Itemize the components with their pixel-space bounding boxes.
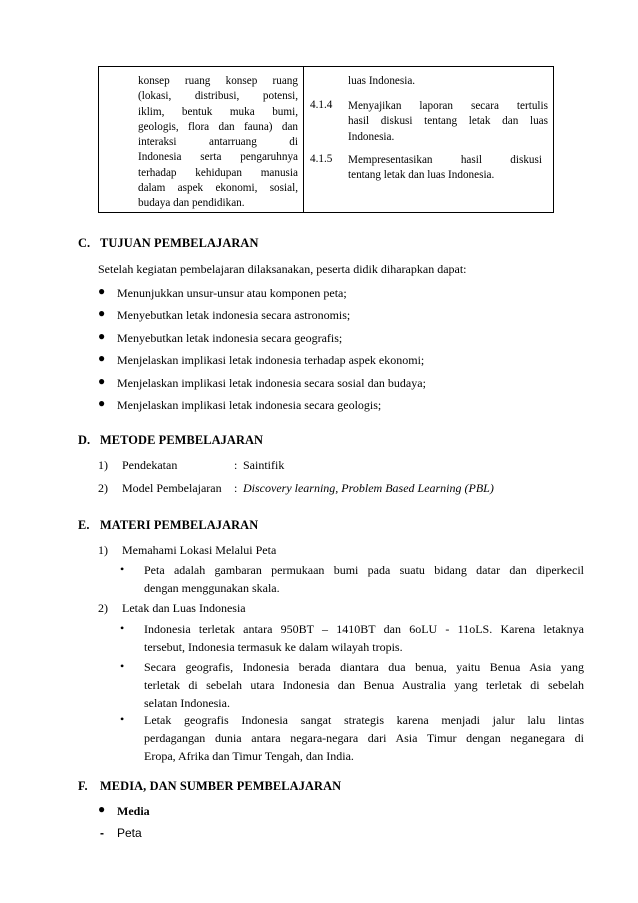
section-title: MEDIA, DAN SUMBER PEMBELAJARAN (100, 779, 342, 793)
paragraph-line: Peta adalah gambaran permukaan bumi pada suatu bidang datar dan diperkecil (144, 563, 584, 577)
objective-item: Menyebutkan letak indonesia secara astronomis; (117, 308, 351, 322)
paragraph-line: Eropa, Afrika dan Timur Tengah, dan India. (144, 749, 354, 763)
paragraph-line: tersebut, Indonesia termasuk ke dalam wilayah tropis. (144, 640, 403, 654)
dash-marker: - (100, 826, 104, 840)
media-label: Media (117, 804, 150, 818)
competency-line: Menyajikan laporan secara tertulis (348, 100, 548, 112)
bullet-dot: ● (98, 802, 106, 816)
material-number: 1) (98, 543, 108, 557)
section-d-heading (78, 433, 263, 448)
paragraph-line: Letak geografis Indonesia sangat strategis karena menjadi jalur lalu lintas (144, 713, 584, 727)
bullet-dot: ● (98, 329, 106, 343)
bullet-dot: • (120, 621, 125, 635)
table-left-line: budaya dan pendidikan. (138, 197, 245, 210)
competency-number: 4.1.4 (310, 99, 333, 111)
section-e-heading (78, 518, 258, 533)
bullet-dot: ● (98, 374, 106, 388)
section-c-intro: Setelah kegiatan pembelajaran dilaksanakan, peserta didik diharapkan dapat: (98, 262, 467, 276)
material-paragraph (144, 658, 584, 712)
section-c-heading (78, 236, 259, 251)
method-label: Model Pembelajaran (122, 481, 222, 495)
paragraph-line: terletak di sebelah utara Indonesia dan Benua Australia yang terletak di sebelah (144, 678, 584, 692)
material-label: Letak dan Luas Indonesia (122, 601, 246, 615)
table-column-divider (303, 66, 304, 213)
section-title: MATERI PEMBELAJARAN (100, 518, 259, 532)
bullet-dot: ● (98, 306, 106, 320)
material-label: Memahami Lokasi Melalui Peta (122, 543, 277, 557)
section-letter: D. (78, 433, 91, 447)
competency-line: tentang letak dan luas Indonesia. (348, 169, 495, 182)
competency-number: 4.1.5 (310, 153, 333, 165)
objective-item: Menjelaskan implikasi letak indonesia secara geologis; (117, 398, 382, 412)
paragraph-line: perdagangan dunia antara negara-negara dari Asia Timur dengan neganegara di (144, 731, 584, 745)
table-left-line: iklim, bentuk muka bumi, (138, 105, 298, 118)
bullet-dot: ● (98, 351, 106, 365)
section-letter: C. (78, 236, 91, 250)
competency-text (348, 99, 548, 145)
table-right-top: luas Indonesia. (348, 75, 416, 87)
bullet-dot: • (120, 712, 125, 726)
method-label: Pendekatan (122, 458, 178, 472)
paragraph-line: selatan Indonesia. (144, 696, 230, 710)
method-value: Saintifik (243, 458, 285, 472)
method-number: 1) (98, 458, 108, 472)
section-f-heading (78, 779, 341, 794)
objective-item: Menyebutkan letak indonesia secara geografis; (117, 331, 343, 345)
material-number: 2) (98, 601, 108, 615)
bullet-dot: ● (98, 284, 106, 298)
material-paragraph (144, 561, 584, 597)
objective-item: Menjelaskan implikasi letak indonesia terhadap aspek ekonomi; (117, 353, 425, 367)
competency-line: hasil diskusi tentang letak dan luas (348, 115, 548, 128)
material-paragraph (144, 711, 584, 765)
method-number: 2) (98, 481, 108, 495)
table-left-line: (lokasi, distribusi, potensi, (138, 90, 298, 103)
section-title: TUJUAN PEMBELAJARAN (100, 236, 259, 250)
method-separator: : (234, 481, 238, 495)
table-left-line: konsep ruang konsep ruang (138, 75, 298, 87)
objective-item: Menjelaskan implikasi letak indonesia secara sosial dan budaya; (117, 376, 426, 390)
paragraph-line: Secara geografis, Indonesia berada diantara dua benua, yaitu Benua Asia yang (144, 660, 584, 674)
paragraph-line: Indonesia terletak antara 950BT – 1410BT dan 6oLU - 11oLS. Karena letaknya (144, 622, 584, 636)
bullet-dot: • (120, 562, 125, 576)
bullet-dot: ● (98, 396, 106, 410)
competency-line: Mempresentasikan hasil diskusi (348, 154, 542, 166)
material-paragraph (144, 620, 584, 656)
competency-text (348, 153, 542, 184)
table-left-cell (138, 74, 298, 212)
competency-line: Indonesia. (348, 130, 395, 143)
paragraph-line: dengan menggunakan skala. (144, 581, 280, 595)
method-value: Discovery learning, Problem Based Learning (PBL) (243, 481, 494, 495)
table-left-line: geologis, flora dan fauna) dan (138, 120, 298, 133)
section-letter: F. (78, 779, 88, 793)
method-separator: : (234, 458, 238, 472)
media-item: Peta (117, 826, 142, 840)
section-letter: E. (78, 518, 90, 532)
table-left-line: Indonesia serta pengaruhnya (138, 151, 298, 164)
bullet-dot: • (120, 659, 125, 673)
objective-item: Menunjukkan unsur-unsur atau komponen peta; (117, 286, 347, 300)
table-left-line: interaksi antarruang di (138, 136, 298, 149)
table-left-line: dalam aspek ekonomi, sosial, (138, 182, 298, 195)
section-title: METODE PEMBELAJARAN (100, 433, 264, 447)
table-left-line: terhadap kehidupan manusia (138, 166, 298, 179)
